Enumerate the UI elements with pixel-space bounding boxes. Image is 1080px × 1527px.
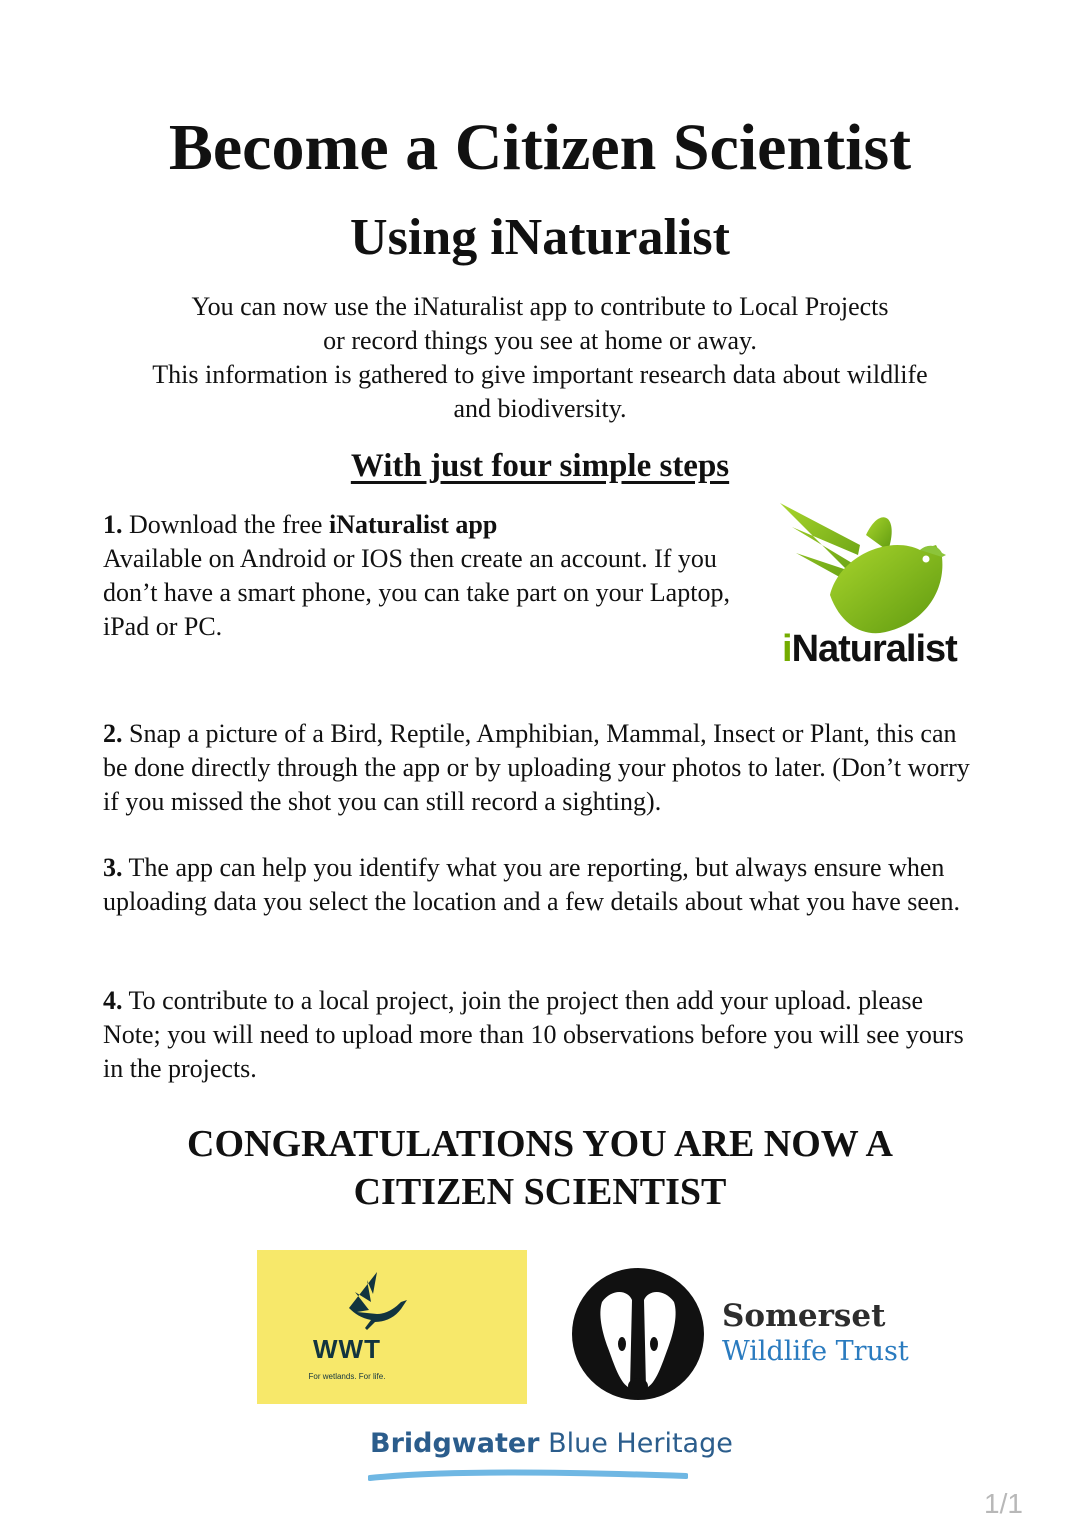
somerset-subtitle: Wildlife Trust: [722, 1336, 909, 1367]
congrats-line: CONGRATULATIONS YOU ARE NOW A: [187, 1123, 893, 1165]
step-text: The app can help you identify what you are reporting, but always ensure when uploading data you select the location and a few details about what you have seen.: [103, 853, 960, 916]
step-text: Snap a picture of a Bird, Reptile, Amphibian, Mammal, Insect or Plant, this can be done directly through the app or by uploading your photos to later. (Don’t worry if you missed the shot you can still record a sighting).: [103, 719, 970, 816]
somerset-name: Somerset: [722, 1298, 886, 1334]
step-1: [103, 508, 768, 644]
step-bold: iNaturalist app: [328, 510, 498, 539]
wwt-tagline: For wetlands. For life.: [308, 1372, 386, 1381]
step-number: 2.: [103, 719, 123, 748]
steps-heading: With just four simple steps: [350, 448, 730, 484]
congratulations-message: [0, 1120, 1080, 1216]
step-3: [103, 851, 983, 919]
intro-line: and biodiversity.: [453, 394, 627, 423]
page-subtitle: Using iNaturalist: [350, 209, 730, 266]
inaturalist-wordmark: iNaturalist: [782, 628, 957, 670]
wwt-name: WWT: [313, 1334, 381, 1364]
intro-paragraph: [100, 290, 980, 426]
step-number: 3.: [103, 853, 123, 882]
step-number: 4.: [103, 986, 123, 1015]
wwt-logo: [257, 1250, 527, 1404]
step-4: [103, 984, 983, 1086]
congrats-line: CITIZEN SCIENTIST: [353, 1171, 727, 1213]
step-lead: Download the free: [129, 510, 329, 539]
step-2: [103, 717, 983, 819]
step-number: 1.: [103, 510, 123, 539]
crane-icon: [347, 1272, 411, 1332]
page-title: Become a Citizen Scientist: [168, 111, 912, 184]
intro-line: This information is gathered to give important research data about wildlife: [152, 360, 928, 389]
page-indicator: 1/1: [984, 1488, 1023, 1519]
step-text: To contribute to a local project, join the project then add your upload. please Note; you will need to upload more than 10 observations before you will see yours in the projects.: [103, 986, 964, 1083]
intro-line: or record things you see at home or away.: [323, 326, 757, 355]
intro-line: You can now use the iNaturalist app to contribute to Local Projects: [191, 292, 889, 321]
step-text: Available on Android or IOS then create an account. If you don’t have a smart phone, you can take part on your Laptop, iPad or PC.: [103, 544, 730, 641]
badger-icon: [572, 1268, 704, 1400]
bridgwater-blue-heritage-logo: Bridgwater Blue Heritage: [370, 1428, 733, 1459]
wave-icon: [368, 1466, 688, 1486]
